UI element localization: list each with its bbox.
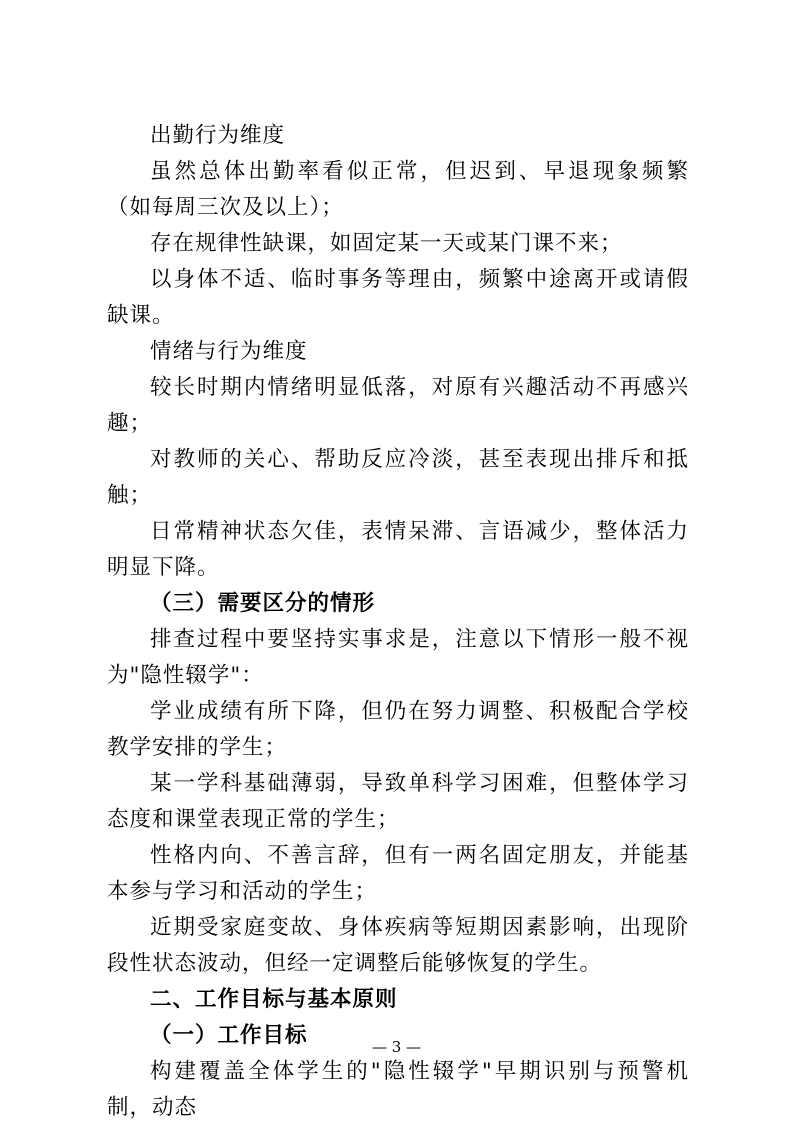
paragraph-attendance-heading: 出勤行为维度 — [150, 123, 286, 148]
section-heading-goals-principles: 二、工作目标与基本原则 — [150, 987, 398, 1012]
paragraph: 以身体不适、临时事务等理由，频繁中途离开或请假缺课。 — [107, 267, 689, 328]
body-text — [107, 118, 689, 1126]
paragraph: 性格内向、不善言辞，但有一两名固定朋友，并能基本参与学习和活动的学生； — [107, 843, 689, 904]
page-number: — 3 — — [371, 1038, 422, 1056]
section-subheading-goals: （一）工作目标 — [150, 1023, 308, 1048]
paragraph-emotion-heading: 情绪与行为维度 — [150, 339, 308, 364]
paragraph: 构建覆盖全体学生的"隐性辍学"早期识别与预警机制，动态 — [107, 1059, 689, 1120]
paragraph: 存在规律性缺课，如固定某一天或某门课不来； — [150, 231, 623, 256]
paragraph: 近期受家庭变故、身体疾病等短期因素影响，出现阶段性状态波动，但经一定调整后能够恢复的学生。 — [107, 915, 689, 976]
section-subheading-distinguish: （三）需要区分的情形 — [150, 591, 376, 616]
paragraph: 对教师的关心、帮助反应冷淡，甚至表现出排斥和抵触； — [107, 447, 689, 508]
paragraph: 排查过程中要坚持实事求是，注意以下情形一般不视为"隐性辍学"： — [107, 627, 689, 688]
paragraph: 学业成绩有所下降，但仍在努力调整、积极配合学校教学安排的学生； — [107, 699, 689, 760]
paragraph: 日常精神状态欠佳，表情呆滞、言语减少，整体活力明显下降。 — [107, 519, 689, 580]
paragraph: 较长时期内情绪明显低落，对原有兴趣活动不再感兴趣； — [107, 375, 689, 436]
paragraph: 某一学科基础薄弱，导致单科学习困难，但整体学习态度和课堂表现正常的学生； — [107, 771, 689, 832]
paragraph: 虽然总体出勤率看似正常，但迟到、早退现象频繁（如每周三次及以上）； — [107, 159, 689, 220]
